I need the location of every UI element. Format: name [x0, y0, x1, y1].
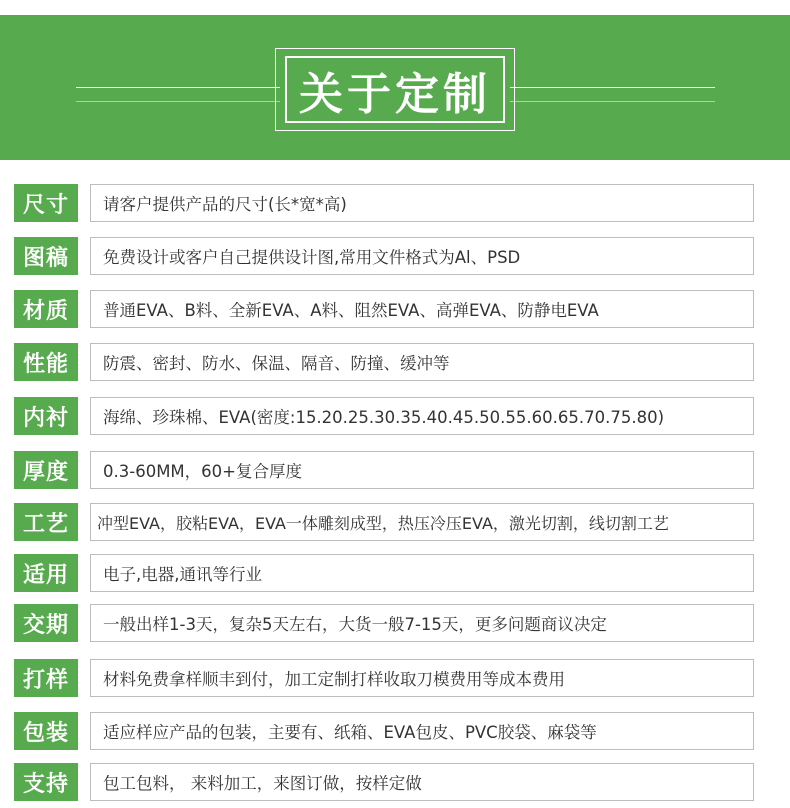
spec-row-sampling: [14, 659, 754, 697]
row-value: 材料免费拿样顺丰到付，加工定制打样收取刀模费用等成本费用: [90, 659, 754, 697]
header-banner: [0, 15, 790, 160]
spec-row-performance: [14, 343, 754, 381]
spec-row-thickness: [14, 451, 754, 489]
row-label: 厚度: [14, 451, 78, 489]
spec-row-application: [14, 554, 754, 592]
spec-row-packaging: [14, 712, 754, 750]
row-label: 材质: [14, 290, 78, 328]
row-value: 海绵、珍珠棉、EVA(密度:15.20.25.30.35.40.45.50.55.60.65.70.75.80): [90, 397, 754, 435]
row-value: 电子,电器,通讯等行业: [90, 554, 754, 592]
row-value: 免费设计或客户自己提供设计图,常用文件格式为Al、PSD: [90, 237, 754, 275]
spec-row-process: [14, 503, 754, 541]
row-value: 防震、密封、防水、保温、隔音、防撞、缓冲等: [90, 343, 754, 381]
page-title: 关于定制: [285, 56, 505, 123]
decor-line-left: [76, 87, 280, 88]
row-label: 图稿: [14, 237, 78, 275]
spec-row-material: [14, 290, 754, 328]
row-value: 适应样应产品的包装，主要有、纸箱、EVA包皮、PVC胶袋、麻袋等: [90, 712, 754, 750]
row-value: 普通EVA、B料、全新EVA、A料、阻然EVA、高弹EVA、防静电EVA: [90, 290, 754, 328]
top-strip: [0, 0, 790, 15]
row-label: 内衬: [14, 397, 78, 435]
row-label: 尺寸: [14, 184, 78, 222]
row-value: 0.3-60MM，60+复合厚度: [90, 451, 754, 489]
spec-row-artwork: [14, 237, 754, 275]
row-label: 支持: [14, 763, 78, 801]
decor-line-right: [510, 87, 715, 88]
spec-row-support: [14, 763, 754, 801]
row-label: 性能: [14, 343, 78, 381]
spec-row-delivery: [14, 604, 754, 642]
spec-row-lining: [14, 397, 754, 435]
row-label: 交期: [14, 604, 78, 642]
row-value: 一般出样1-3天，复杂5天左右，大货一般7-15天，更多问题商议决定: [90, 604, 754, 642]
row-label: 工艺: [14, 503, 78, 541]
row-value: 包工包料， 来料加工，来图订做，按样定做: [90, 763, 754, 801]
row-label: 适用: [14, 554, 78, 592]
row-label: 包装: [14, 712, 78, 750]
row-value: 冲型EVA，胶粘EVA，EVA一体雕刻成型，热压冷压EVA，激光切割，线切割工艺: [90, 503, 754, 541]
row-value: 请客户提供产品的尺寸(长*宽*高): [90, 184, 754, 222]
spec-row-size: [14, 184, 754, 222]
decor-line-left-2: [76, 101, 280, 102]
row-label: 打样: [14, 659, 78, 697]
decor-line-right-2: [510, 101, 715, 102]
